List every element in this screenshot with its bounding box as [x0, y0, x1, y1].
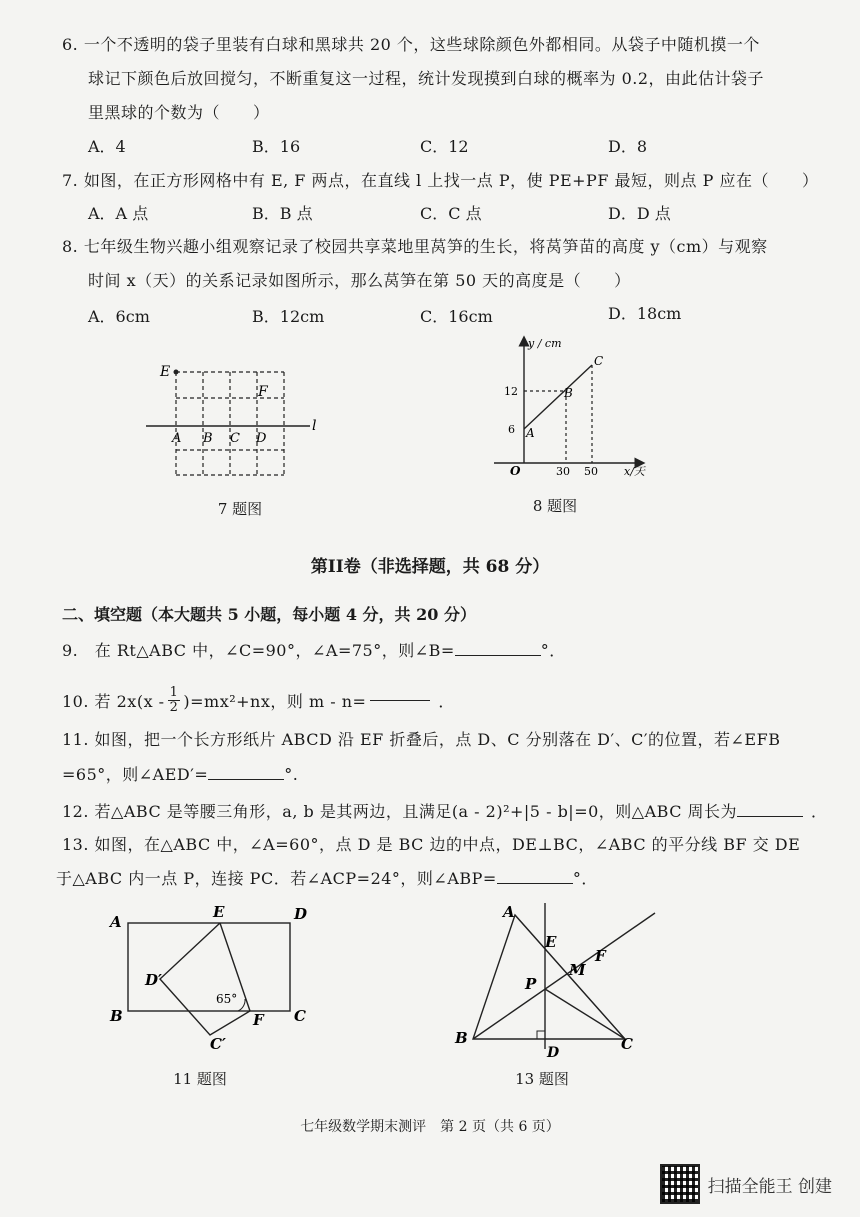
- q10: [62, 686, 455, 715]
- q13-line2-text: 于△ABC 内一点 P，连接 PC．若∠ACP=24°，则∠ABP=: [56, 869, 497, 888]
- watermark-text: 扫描全能王 创建: [707, 1176, 832, 1197]
- fig8-origin: O: [510, 464, 521, 478]
- figure-8-caption: 8 题图: [532, 497, 578, 515]
- q7-option-c: C．C 点: [420, 204, 482, 223]
- fig8-x-axis-label: x/天: [624, 465, 645, 478]
- fig11-label-a: A: [110, 913, 122, 931]
- q13-line2: [56, 866, 598, 889]
- figure-7-grid: [140, 360, 340, 490]
- fig8-x-tick-50: 50: [584, 465, 598, 478]
- fig11-label-e: E: [213, 903, 225, 921]
- q8-line1: 8. 七年级生物兴趣小组观察记录了校园共享菜地里莴笋的生长，将莴笋苗的高度 y（cm）与观察: [62, 237, 768, 256]
- fig7-label-a: A: [172, 431, 182, 446]
- q11-line2-text: =65°，则∠AED′=: [62, 765, 209, 784]
- fig8-x-tick-30: 30: [556, 465, 570, 478]
- scanner-watermark: [660, 1164, 832, 1204]
- fig8-point-c: C: [594, 354, 604, 368]
- fig13-label-b: B: [455, 1029, 468, 1047]
- q11-tail: °.: [284, 765, 299, 784]
- q6-line2: 球记下颜色后放回搅匀，不断重复这一过程，统计发现摸到白球的概率为 0.2，由此估计袋子: [88, 69, 765, 88]
- qr-code-icon: [660, 1164, 700, 1204]
- fig13-label-m: M: [569, 961, 586, 979]
- q6-option-a: A．4: [88, 137, 126, 156]
- q9: [62, 638, 566, 661]
- fig11-label-f: F: [253, 1011, 264, 1029]
- fig13-label-c: C: [621, 1035, 633, 1053]
- figure-11-fold: [100, 895, 320, 1055]
- fig8-y-tick-12: 12: [504, 385, 518, 398]
- q9-tail: °．: [540, 641, 566, 660]
- figure-13-caption: 13 题图: [515, 1070, 569, 1088]
- q6-option-c: C．12: [420, 137, 469, 156]
- q6-line1: 6. 一个不透明的袋子里装有白球和黑球共 20 个，这些球除颜色外都相同。从袋子中随机摸一个: [62, 35, 760, 54]
- fig13-label-f: F: [595, 947, 606, 965]
- fig8-y-tick-6: 6: [508, 423, 515, 436]
- q12-text: 12. 若△ABC 是等腰三角形，a, b 是其两边，且满足(a - 2)²+|5 - b|=0，则△ABC 周长为: [62, 802, 738, 821]
- q13-answer-blank[interactable]: [497, 883, 573, 884]
- fig8-y-axis-label: y / cm: [528, 337, 562, 350]
- q10-frac-num: 1: [169, 685, 179, 700]
- fig7-label-b: B: [203, 431, 213, 446]
- fig7-label-l: l: [312, 418, 317, 434]
- q9-answer-blank[interactable]: [455, 655, 541, 656]
- q10-frac-den: 2: [169, 700, 179, 715]
- fig13-label-p: P: [525, 975, 537, 993]
- q8-option-a: A．6cm: [88, 307, 150, 326]
- fig11-angle-65: 65°: [216, 992, 238, 1006]
- fig8-point-a: A: [526, 426, 535, 440]
- part-2-title: 二、填空题（本大题共 5 小题，每小题 4 分，共 20 分）: [62, 605, 476, 624]
- fig13-label-d: D: [547, 1045, 560, 1061]
- fig8-point-b: B: [564, 386, 573, 400]
- q13-tail: °．: [572, 869, 598, 888]
- figure-7-caption: 7 题图: [217, 500, 263, 518]
- q9-text: 9. 在 Rt△ABC 中，∠C=90°，∠A=75°，则∠B=: [62, 641, 455, 660]
- fig11-label-c: C: [294, 1007, 306, 1025]
- figure-11-caption: 11 题图: [173, 1070, 227, 1088]
- q7-option-b: B．B 点: [252, 204, 313, 223]
- q6-line3: 里黑球的个数为（ ）: [88, 103, 270, 122]
- fig7-label-e: E: [160, 364, 171, 380]
- fig11-label-c-prime: C′: [210, 1035, 226, 1053]
- q11-line1: 11. 如图，把一个长方形纸片 ABCD 沿 EF 折叠后，点 D、C 分别落在 D′、C′的位置，若∠EFB: [62, 730, 781, 749]
- fig11-label-b: B: [110, 1007, 123, 1025]
- q10-post: )=mx²+nx，则 m - n=: [183, 692, 367, 711]
- q10-answer-blank[interactable]: [370, 700, 430, 701]
- fig13-label-a: A: [503, 903, 515, 921]
- q7-option-a: A．A 点: [88, 204, 149, 223]
- fig13-label-e: E: [545, 933, 557, 951]
- q10-tail: ．: [438, 692, 455, 711]
- figure-8-graph: [490, 335, 670, 480]
- q6-option-b: B．16: [252, 137, 301, 156]
- figure-13-triangle: [445, 895, 665, 1065]
- q7-line1: 7. 如图，在正方形网格中有 E, F 两点，在直线 l 上找一点 P，使 PE+PF 最短，则点 P 应在（ ）: [62, 171, 819, 190]
- q13-line1: 13. 如图，在△ABC 中，∠A=60°，点 D 是 BC 边的中点，DE⊥BC，∠ABC 的平分线 BF 交 DE: [62, 835, 801, 854]
- q11-line2: [62, 762, 298, 785]
- fig7-label-c: C: [230, 431, 240, 446]
- q8-option-d: D．18cm: [608, 304, 682, 323]
- q10-fraction: [168, 686, 181, 715]
- fig7-label-f: F: [258, 384, 268, 400]
- page-footer: 七年级数学期末测评 第 2 页（共 6 页）: [300, 1119, 560, 1135]
- q6-option-d: D．8: [608, 137, 648, 156]
- q8-option-c: C．16cm: [420, 307, 493, 326]
- fig11-label-d: D: [294, 905, 308, 923]
- q11-answer-blank[interactable]: [208, 779, 284, 780]
- q12-answer-blank[interactable]: [737, 816, 803, 817]
- q7-option-d: D．D 点: [608, 204, 671, 223]
- q12: [62, 799, 828, 822]
- q10-pre: 10. 若 2x(x -: [62, 692, 165, 711]
- q12-tail: ．: [811, 802, 828, 821]
- fig7-label-d: D: [256, 431, 267, 446]
- fig11-label-d-prime: D′: [145, 971, 162, 989]
- section-2-title: 第II卷（非选择题，共 68 分）: [310, 557, 550, 577]
- q8-line2: 时间 x（天）的关系记录如图所示，那么莴笋在第 50 天的高度是（ ）: [88, 271, 631, 290]
- q8-option-b: B．12cm: [252, 307, 325, 326]
